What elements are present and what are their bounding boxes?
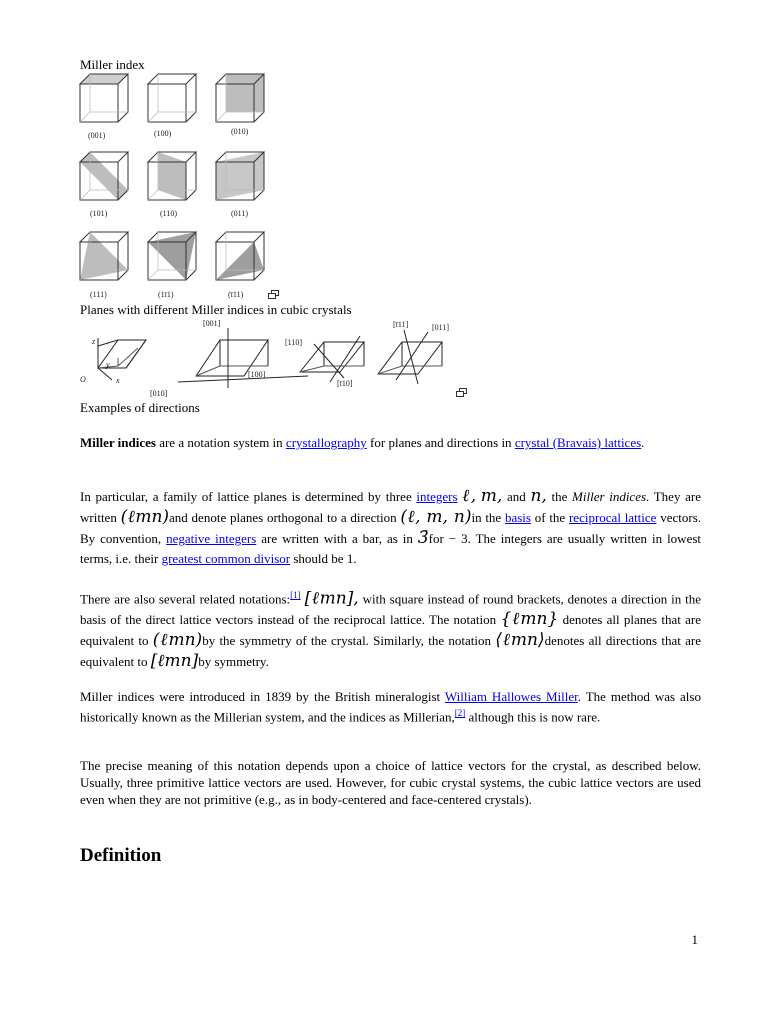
math-lmn-square: [ℓmn] <box>150 651 199 672</box>
math-n: n, <box>530 486 547 506</box>
term-miller-indices-italic: Miller indices <box>572 489 647 504</box>
cube-1b11 <box>148 232 196 280</box>
enlarge-icon[interactable] <box>268 290 279 299</box>
text: and denote planes orthogonal to a direction <box>169 510 401 525</box>
math-m: m, <box>480 486 503 506</box>
cube-110 <box>148 152 196 200</box>
cube-001 <box>80 74 128 122</box>
link-gcd[interactable]: greatest common divisor <box>161 551 291 566</box>
dir-1b10-label: [ī10] <box>337 379 353 388</box>
link-basis[interactable]: basis <box>504 510 531 525</box>
label-100: (100) <box>154 129 172 138</box>
label-001: (001) <box>88 131 106 140</box>
text: vectors. By convention, <box>80 510 702 546</box>
paragraph-notations <box>80 585 701 672</box>
math-l-m-n: (ℓ, m, n) <box>400 507 472 527</box>
math-lmn-curly: {ℓmn} <box>500 609 559 630</box>
text: . They are written <box>80 489 701 525</box>
math-lmn-round: (ℓmn) <box>120 507 170 527</box>
label-011: (011) <box>231 209 249 218</box>
page-number: 1 <box>691 932 698 947</box>
text: Miller indices were introduced in 1839 by the British mineralogist <box>80 689 445 704</box>
section-heading-definition: Definition <box>80 845 162 866</box>
figure-caption: Planes with different Miller indices in cubic crystals <box>80 302 352 317</box>
math-lmn-round: (ℓmn) <box>152 630 203 651</box>
text: for − 3. The integers are usually written in lowest terms, i.e. their <box>80 531 702 566</box>
text: In particular, a family of lattice planes is determined by three <box>80 489 417 504</box>
text: the <box>546 489 573 504</box>
link-reciprocal-lattice[interactable]: reciprocal lattice <box>568 510 657 525</box>
term-miller-indices: Miller indices <box>80 435 156 450</box>
text: in the <box>471 510 505 525</box>
miller-planes-figure <box>78 72 273 304</box>
label-111: (111) <box>90 290 107 299</box>
ref-1-link[interactable]: [1] <box>290 590 301 600</box>
paragraph-precise-meaning: The precise meaning of this notation depends upon a choice of lattice vectors for the crystal, as described below. Usually, three primitive lattice vectors are used. However, for cubic crystal systems, the cubic lattice vectors are used even when they are not primitive (e.g., as in body-centered and face-centered crystals). <box>80 758 701 807</box>
link-negative-integers[interactable]: negative integers <box>166 531 257 546</box>
cube-101 <box>80 152 128 200</box>
directions-caption: Examples of directions <box>80 400 200 415</box>
axis-y-label: y <box>106 360 110 369</box>
text: are a notation system in <box>155 435 286 450</box>
dir-1b11-label: [ī11] <box>393 320 409 329</box>
axis-z-label: z <box>92 337 96 346</box>
dir-010-label: [010] <box>150 389 168 398</box>
paragraph-family <box>80 486 701 569</box>
figure-title: Miller index <box>80 57 145 72</box>
math-lmn-angle: ⟨ℓmn⟩ <box>495 630 545 651</box>
text: There are also several related notations: <box>80 591 291 607</box>
text: denotes all directions that are equivalent to <box>80 633 701 670</box>
text: . <box>641 435 645 450</box>
ref-2-link[interactable]: [2] <box>454 708 466 718</box>
text: for planes and directions in <box>366 435 515 450</box>
text: and <box>502 489 531 504</box>
label-110: (110) <box>160 209 178 218</box>
directions-figure <box>78 318 468 400</box>
text: with square instead of round brackets, denotes a direction in the basis of the direct lattice vectors instead of the reciprocal lattice. The notation <box>80 591 702 628</box>
origin-label: O <box>80 375 86 384</box>
link-crystallography[interactable]: crystallography <box>285 435 367 450</box>
cube-111 <box>80 232 128 280</box>
label-101: (101) <box>90 209 108 218</box>
dir-011-label: [011] <box>432 323 450 332</box>
dir-100-label: [100] <box>248 370 266 379</box>
cube-010 <box>216 74 264 122</box>
cube-b111 <box>216 232 264 280</box>
paragraph-history <box>80 688 701 725</box>
axis-x-label: x <box>116 376 120 385</box>
text: of the <box>530 510 569 525</box>
math-l: ℓ, <box>462 486 477 506</box>
label-b111: (ī11) <box>228 290 244 299</box>
paragraph-intro <box>80 434 701 451</box>
dir-110-label: [110] <box>285 338 303 347</box>
link-integers[interactable]: integers <box>416 489 458 504</box>
text: are written with a bar, as in <box>256 531 418 546</box>
text: denotes all planes that are equivalent to <box>80 612 702 649</box>
text: by the symmetry of the crystal. Similarly, the notation <box>202 633 496 649</box>
label-1b11: (1ī1) <box>158 290 174 299</box>
cube-100 <box>148 74 196 122</box>
text: should be 1. <box>290 551 357 566</box>
text: . The method was also historically known as the Millerian system, and the indices as Millerian, <box>80 689 701 725</box>
link-crystal-lattices[interactable]: crystal (Bravais) lattices <box>514 435 642 450</box>
link-william-hallowes-miller[interactable]: William Hallowes Miller <box>444 689 578 704</box>
math-3-bar: 3̄ <box>417 528 429 548</box>
label-010: (010) <box>231 127 249 136</box>
enlarge-icon[interactable] <box>456 388 467 397</box>
dir-001-label: [001] <box>203 319 221 328</box>
cube-011 <box>216 152 264 200</box>
math-lmn-square: [ℓmn], <box>304 588 359 609</box>
text: although this is now rare. <box>465 709 601 725</box>
text: by symmetry. <box>198 654 269 670</box>
